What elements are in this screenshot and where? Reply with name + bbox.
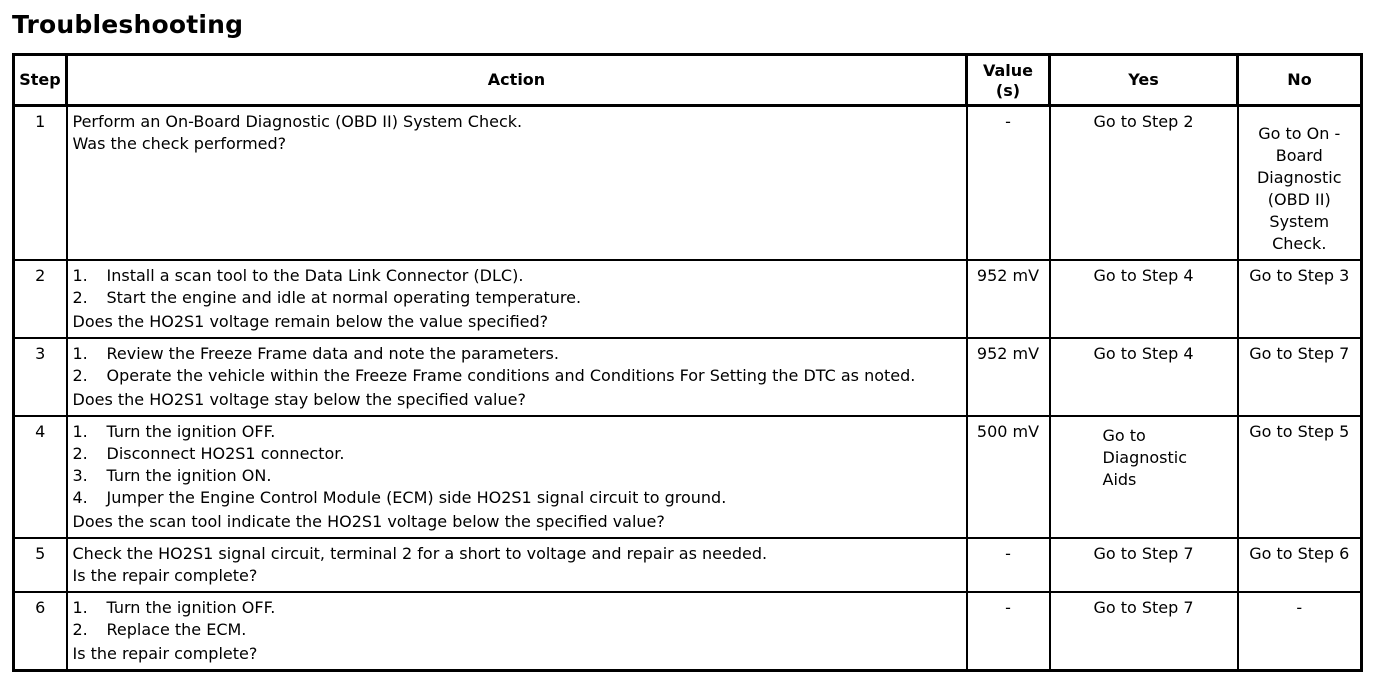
action-question: Is the repair complete? xyxy=(72,644,258,663)
list-item: 3. Turn the ignition ON. xyxy=(72,466,272,485)
table-row xyxy=(14,416,1362,538)
list-item: 4. Jumper the Engine Control Module (ECM) side HO2S1 signal circuit to ground. xyxy=(72,488,727,507)
yes-cell: Go to Step 4 xyxy=(1050,260,1238,338)
list-item: 2. Operate the vehicle within the Freeze Frame conditions and Conditions For Setting the DTC as noted. xyxy=(72,366,916,385)
list-item: 1. Turn the ignition OFF. xyxy=(72,598,276,617)
action-question: Does the scan tool indicate the HO2S1 voltage below the specified value? xyxy=(72,512,665,531)
list-item: 1. Review the Freeze Frame data and note the parameters. xyxy=(72,344,559,363)
step-number: 1 xyxy=(14,106,67,261)
action-cell xyxy=(67,416,967,538)
table-row xyxy=(14,538,1362,592)
yes-text: Go to Diagnostic Aids xyxy=(1102,426,1188,489)
header-value xyxy=(967,55,1050,106)
no-text: Go to On -Board Diagnostic (OBD II) System Check. xyxy=(1256,124,1342,253)
yes-cell: Go to Step 7 xyxy=(1050,592,1238,671)
action-list xyxy=(73,265,961,309)
troubleshooting-table xyxy=(12,53,1363,672)
value-cell: - xyxy=(967,592,1050,671)
list-item: 1. Turn the ignition OFF. xyxy=(72,422,276,441)
table-row xyxy=(14,338,1362,416)
no-cell: Go to Step 7 xyxy=(1238,338,1362,416)
step-number: 5 xyxy=(14,538,67,592)
action-text: Check the HO2S1 signal circuit, terminal 2 for a short to voltage and repair as needed. xyxy=(72,544,768,563)
action-question: Does the HO2S1 voltage remain below the value specified? xyxy=(72,312,549,331)
step-number: 4 xyxy=(14,416,67,538)
step-number: 6 xyxy=(14,592,67,671)
action-question: Was the check performed? xyxy=(72,134,287,153)
header-action: Action xyxy=(67,55,967,106)
yes-cell: Go to Step 4 xyxy=(1050,338,1238,416)
action-cell xyxy=(67,538,967,592)
no-cell: Go to Step 3 xyxy=(1238,260,1362,338)
list-item: 1. Install a scan tool to the Data Link Connector (DLC). xyxy=(72,266,524,285)
table-row xyxy=(14,592,1362,671)
action-list xyxy=(73,343,961,387)
step-number: 2 xyxy=(14,260,67,338)
header-value-line1: Value xyxy=(982,61,1034,80)
list-item: 2. Disconnect HO2S1 connector. xyxy=(72,444,345,463)
table-row xyxy=(14,260,1362,338)
no-cell: Go to Step 5 xyxy=(1238,416,1362,538)
value-cell: 952 mV xyxy=(967,338,1050,416)
list-item: 2. Replace the ECM. xyxy=(72,620,247,639)
header-value-line2: (s) xyxy=(995,81,1021,100)
step-number: 3 xyxy=(14,338,67,416)
value-cell: - xyxy=(967,106,1050,261)
value-cell: 500 mV xyxy=(967,416,1050,538)
table-row xyxy=(14,106,1362,261)
no-cell: Go to Step 6 xyxy=(1238,538,1362,592)
yes-cell xyxy=(1050,416,1238,538)
header-step: Step xyxy=(14,55,67,106)
action-cell xyxy=(67,592,967,671)
action-cell xyxy=(67,106,967,261)
action-list xyxy=(73,597,961,641)
list-item: 2. Start the engine and idle at normal operating temperature. xyxy=(72,288,582,307)
action-list xyxy=(73,421,961,509)
header-yes: Yes xyxy=(1050,55,1238,106)
table-header-row xyxy=(14,55,1362,106)
no-cell: - xyxy=(1238,592,1362,671)
value-cell: - xyxy=(967,538,1050,592)
action-question: Does the HO2S1 voltage stay below the specified value? xyxy=(72,390,526,409)
yes-cell: Go to Step 7 xyxy=(1050,538,1238,592)
action-cell xyxy=(67,338,967,416)
action-cell xyxy=(67,260,967,338)
header-no: No xyxy=(1238,55,1362,106)
yes-cell: Go to Step 2 xyxy=(1050,106,1238,261)
no-cell xyxy=(1238,106,1362,261)
page-title: Troubleshooting xyxy=(12,10,244,39)
action-text: Perform an On-Board Diagnostic (OBD II) System Check. xyxy=(72,112,523,131)
value-cell: 952 mV xyxy=(967,260,1050,338)
action-question: Is the repair complete? xyxy=(72,566,258,585)
